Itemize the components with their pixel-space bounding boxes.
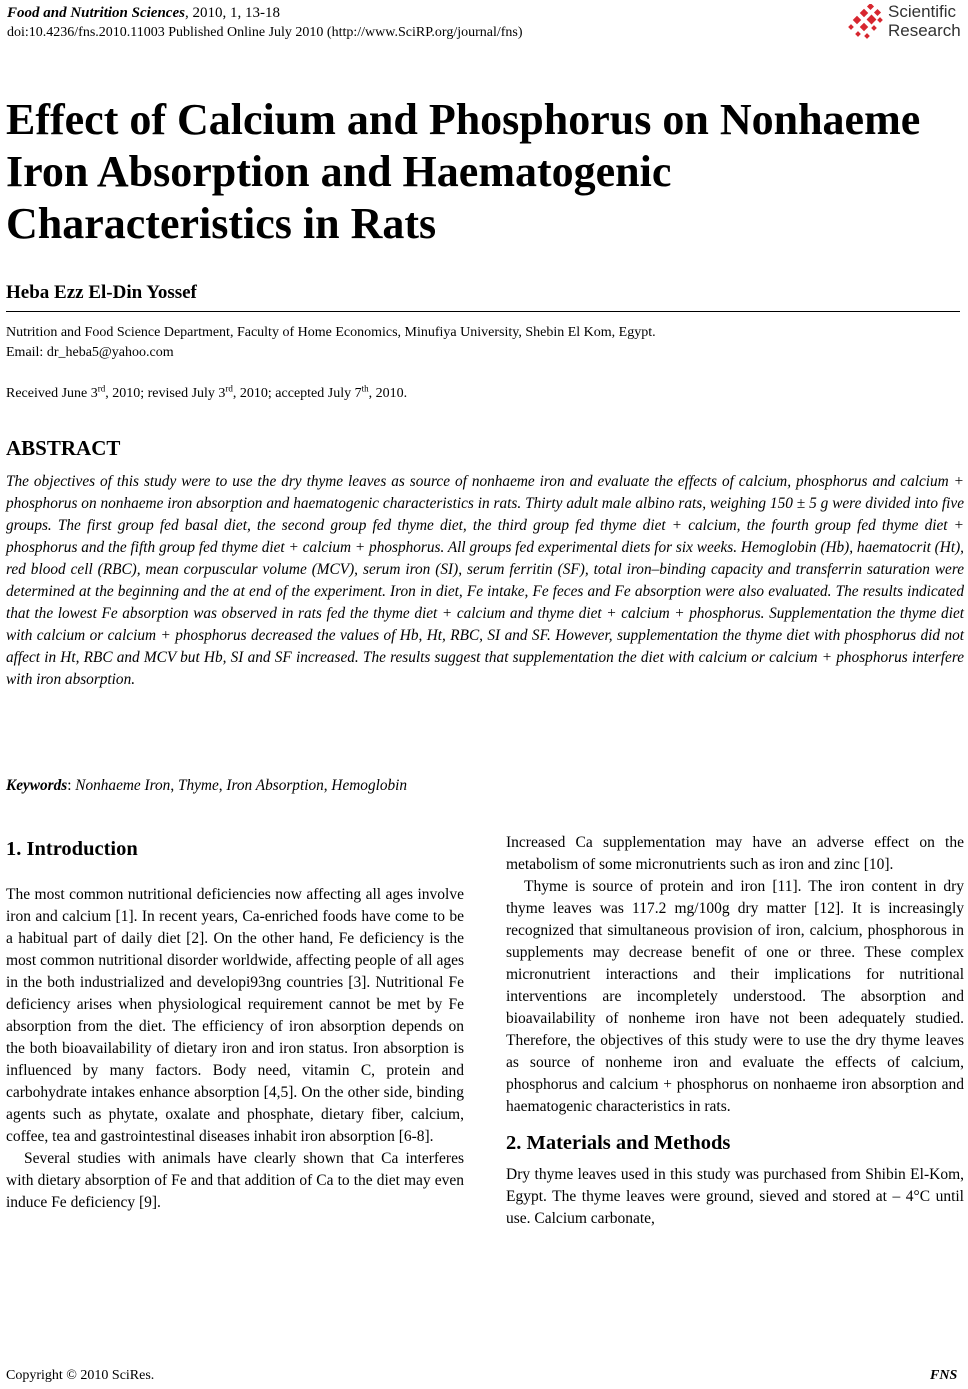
keywords (6, 775, 407, 797)
received-text-1: Received June 3 (6, 386, 98, 401)
received-text-3: , 2010; accepted July 7 (232, 386, 362, 401)
keyword-sep-1: , (170, 777, 178, 794)
received-sup-2: rd (225, 383, 233, 394)
received-sup-1: rd (97, 383, 106, 394)
journal-citation (7, 4, 280, 22)
intro-paragraph-2: Several studies with animals have clearly shown that Ca interferes with dietary absorption of Fe and that addition of Ca to the diet may even induce Fe deficiency [9]. (6, 1150, 464, 1211)
right-paragraph-1: Increased Ca supplementation may have an adverse effect on the metabolism of some micronutrients such as iron and zinc [10]. (506, 834, 964, 873)
journal-abbrev-footer: FNS (930, 1368, 958, 1383)
logo-line-1: Scientific (888, 2, 957, 21)
methods-heading: 2. Materials and Methods (506, 1132, 731, 1154)
keywords-colon: : (67, 777, 76, 794)
introduction-heading: 1. Introduction (6, 838, 138, 860)
email: Email: dr_heba5@yahoo.com (6, 345, 174, 360)
keyword-1: Nonhaeme Iron (75, 777, 171, 794)
right-paragraph-2: Thyme is source of protein and iron [11]. The iron content in dry thyme leaves was 117.2 mg/100g dry matter [12]. It is increasingly recognized that simultaneous provision of iron, calcium, phosphorous in supplements may decrease benefit of one or three. These complex micronutrient interactions and their implications for nutritional interventions are incompletely understood. The absorption and bioavailability of nonheme iron have not been adequately studied. Therefore, the objectives of this study were to use the dry thyme leaves as source of nonheme iron and evaluate the effects of calcium, phosphorus and calcium + phosphorus on nonhaeme iron absorption and haematogenic characteristics in rats. (506, 878, 964, 1115)
copyright-footer: Copyright © 2010 SciRes. (6, 1368, 155, 1383)
received-text-2: , 2010; revised July 3 (105, 386, 226, 401)
keywords-label: Keywords (6, 777, 68, 794)
received-dates (6, 384, 407, 404)
journal-details: , 2010, 1, 13-18 (184, 5, 280, 21)
scientific-research-diamond-logo-icon (848, 4, 886, 44)
affiliation: Nutrition and Food Science Department, Faculty of Home Economics, Minufiya University, Shebin El Kom, Egypt. (6, 325, 656, 340)
intro-paragraph-1: The most common nutritional deficiencies now affecting all ages involve iron and calcium [1]. In recent years, Ca-enriched foods have come to be a habitual part of daily diet [2]. On the other hand, Fe deficiency is the most common nutritional disorder worldwide, affecting people of all ages in the both industrialized and developi93ng countries [3]. Nutritional Fe deficiency arises when physiological requirement cannot be met by Fe absorption from the diet. The efficiency of iron absorption depends on the both bioavailability of dietary iron and iron status. Iron absorption is influenced by many factors. Body need, vitamin C, protein and carbohydrate intakes enhance absorption [4,5]. On the other side, binding agents such as phytate, oxalate and phosphate, dietary fiber, calcium, coffee, tea and gastrointestinal diseases inhabit iron absorption [6-8]. (6, 886, 464, 1145)
left-column (6, 832, 464, 1214)
author-name: Heba Ezz El-Din Yossef (6, 282, 197, 303)
methods-paragraph-1: Dry thyme leaves used in this study was purchased from Shibin El-Kom, Egypt. The thyme leaves were ground, sieved and stored at – 4°C until use. Calcium carbonate, (506, 1166, 964, 1227)
abstract-heading: ABSTRACT (6, 436, 121, 460)
article-title: Effect of Calcium and Phosphorus on Nonhaeme Iron Absorption and Haematogenic Characteristics in Rats (6, 95, 921, 248)
publisher-logo (848, 2, 968, 46)
keyword-sep-2: , (218, 777, 227, 794)
keyword-2: Thyme (177, 777, 219, 794)
keyword-sep-3: , (323, 777, 332, 794)
logo-line-2: Research (888, 21, 961, 40)
received-sup-3: th (361, 383, 369, 394)
abstract-text: The objectives of this study were to use the dry thyme leaves as source of nonhaeme iron and evaluate the effects of calcium, phosphorus and calcium + phosphorus on nonhaeme iron absorption and haematogenic characteristics in rats. Thirty adult male albino rats, weighing 150 ± 5 g were divided into five groups. The first group fed basal diet, the second group fed thyme diet, the third group fed thyme diet + calcium, the fourth group fed thyme diet + phosphorus and the fifth group fed thyme diet + calcium + phosphorus. All groups fed experimental diets for six weeks. Hemoglobin (Hb), haematocrit (Ht), red blood cell (RBC), mean corpuscular volume (MCV), serum iron (SI), serum ferritin (SF), total iron–binding capacity and transferrin saturation were determined at the beginning and the at end of the experiment. Iron in diet, Fe intake, Fe feces and Fe absorption were also evaluated. The results indicated that the lowest Fe absorption was observed in rats fed the thyme diet + calcium and thyme diet + calcium + phosphorus. Supplementation the thyme diet with calcium or calcium + phosphorus decreased the values of Hb, Ht, RBC, SI and SF. However, supplementation the thyme diet with phosphorus did not affect in Ht, RBC and MCV but Hb, SI and SF increased. The results suggest that supplementation the diet with calcium or calcium + phosphorus interfere with iron absorption. (6, 473, 964, 688)
doi-line: doi:10.4236/fns.2010.11003 Published Online July 2010 (http://www.SciRP.org/journal/fns) (7, 25, 523, 40)
keyword-3: Iron Absorption (226, 777, 324, 794)
right-column (506, 832, 964, 1230)
keyword-4: Hemoglobin (331, 777, 408, 794)
received-text-4: , 2010. (368, 386, 408, 401)
journal-name: Food and Nutrition Sciences (7, 5, 185, 21)
author-divider (6, 311, 960, 312)
logo-text (888, 2, 961, 40)
